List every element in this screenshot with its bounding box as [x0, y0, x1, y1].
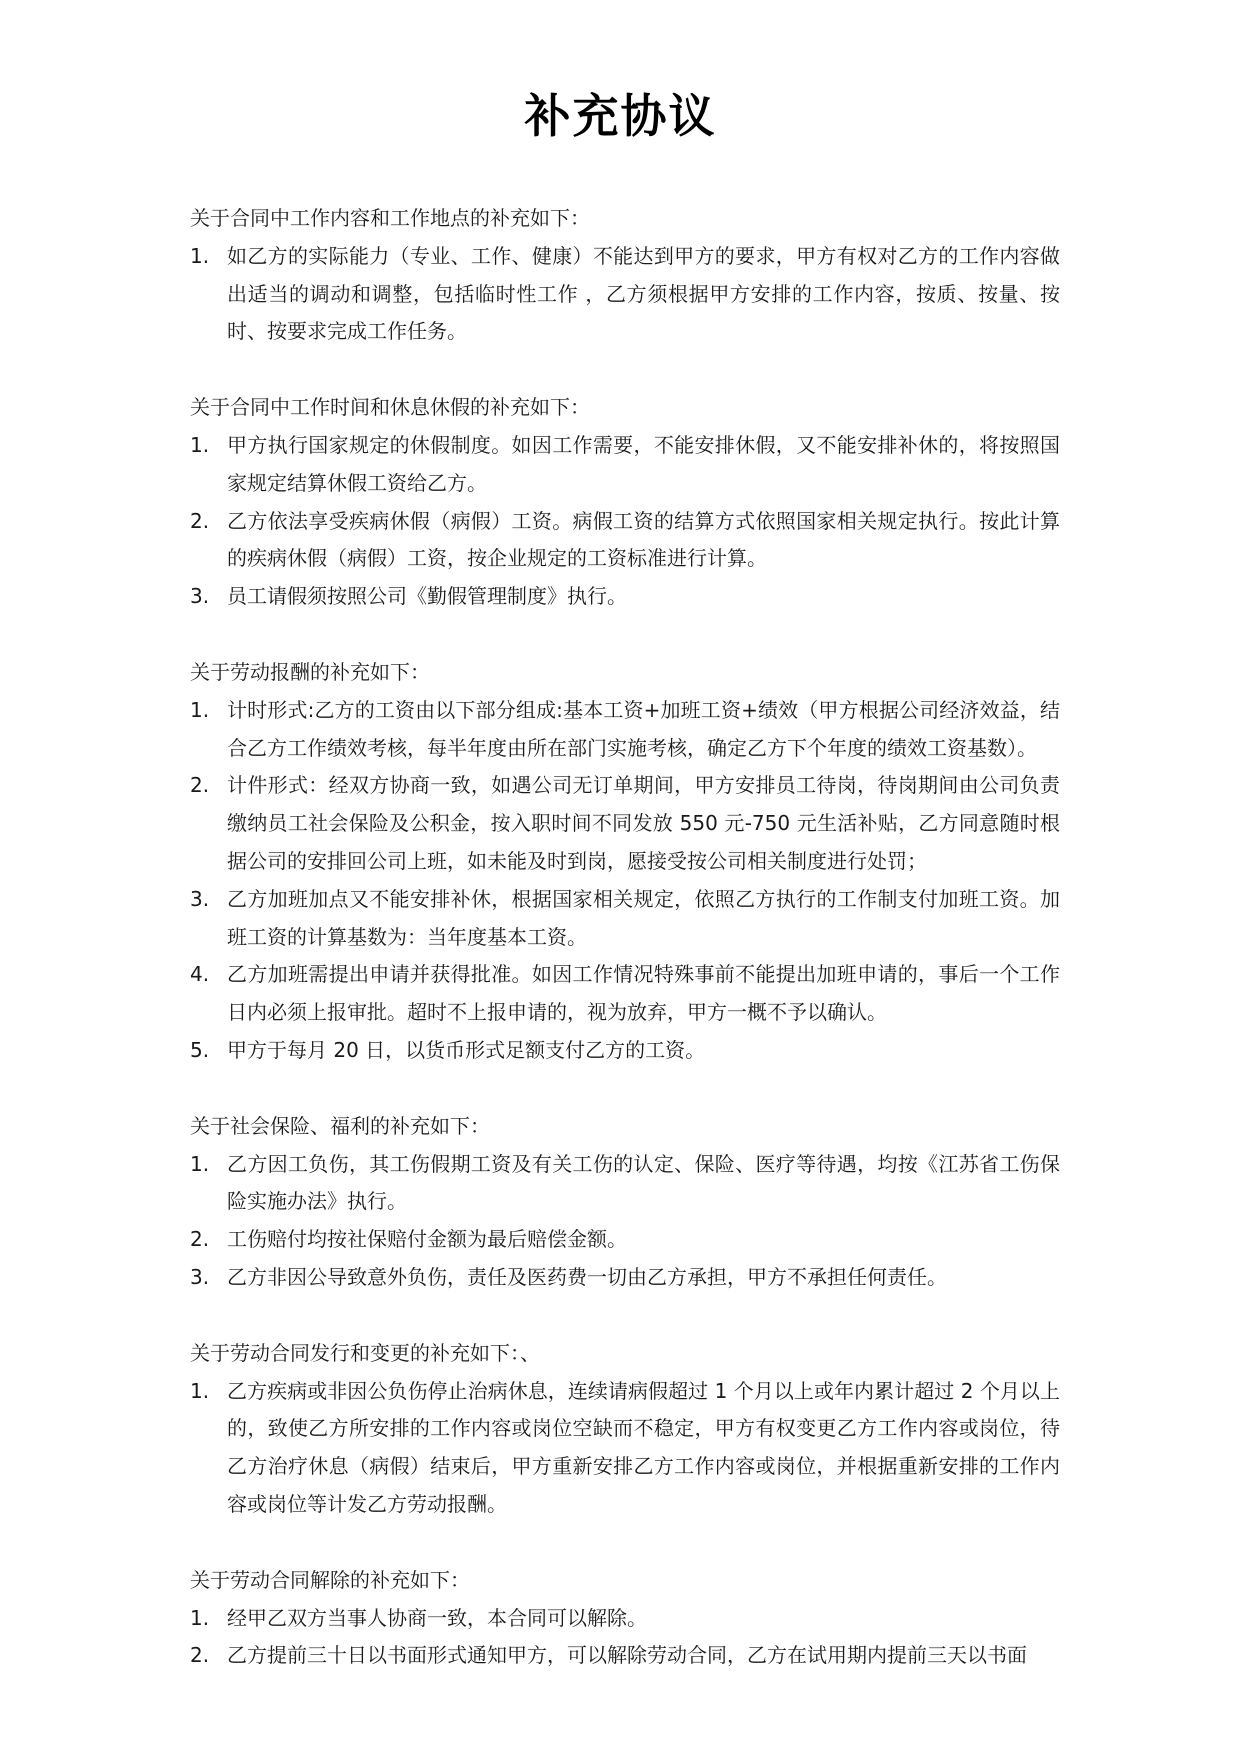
section-heading: 关于劳动报酬的补充如下： — [190, 659, 430, 684]
section-heading: 关于合同中工作时间和休息休假的补充如下： — [190, 395, 590, 420]
clause-text: 乙方加班需提出申请并获得批准。如因工作情况特殊事前不能提出加班申请的，事后一个工作日内必须上报审批。超时不上报申请的，视为放弃，甲方一概不予以确认。 — [227, 962, 1060, 1025]
clause-text: 计件形式：经双方协商一致，如遇公司无订单期间，甲方安排员工待岗，待岗期间由公司负责缴纳员工社会保险及公积金，按入职时间不同发放 550 元-750 元生活补贴，乙方同意随时根据公司的安排回公司上班，如未能及时到岗，愿接受按公司相关制度进行处罚； — [227, 773, 1060, 873]
section-heading: 关于社会保险、福利的补充如下： — [190, 1113, 490, 1138]
clause-text: 乙方非因公导致意外负伤，责任及医药费一切由乙方承担，甲方不承担任何责任。 — [227, 1264, 947, 1289]
clause-number: 1. — [190, 1605, 210, 1630]
clause-number: 3. — [190, 584, 210, 609]
clause-number: 2. — [190, 1643, 210, 1668]
clause-number: 2. — [190, 508, 210, 533]
clause-item — [190, 1637, 1060, 1675]
clause-item — [190, 692, 1060, 768]
clause-text: 乙方提前三十日以书面形式通知甲方，可以解除劳动合同，乙方在试用期内提前三天以书面 — [227, 1643, 1027, 1668]
clause-list — [190, 1373, 1060, 1524]
clause-list — [190, 238, 1060, 351]
clause-item — [190, 1221, 1060, 1259]
clause-text: 乙方加班加点又不能安排补休，根据国家相关规定，依照乙方执行的工作制支付加班工资。加班工资的计算基数为：当年度基本工资。 — [227, 886, 1060, 949]
section-social-insurance — [190, 1108, 1060, 1297]
clause-item — [190, 767, 1060, 880]
section-remuneration — [190, 654, 1060, 1070]
clause-text: 计时形式:乙方的工资由以下部分组成:基本工资+加班工资+绩效（甲方根据公司经济效益，结合乙方工作绩效考核，每半年度由所在部门实施考核，确定乙方下个年度的绩效工资基数）。 — [227, 697, 1060, 760]
clause-list — [190, 1146, 1060, 1297]
section-contract-termination — [190, 1562, 1060, 1675]
clause-number: 2. — [190, 773, 210, 798]
clause-number: 3. — [190, 886, 210, 911]
clause-item — [190, 1032, 1060, 1070]
clause-text: 甲方于每月 20 日，以货币形式足额支付乙方的工资。 — [227, 1037, 706, 1062]
clause-item — [190, 1146, 1060, 1222]
clause-list — [190, 427, 1060, 616]
clause-item — [190, 427, 1060, 503]
clause-item — [190, 1600, 1060, 1638]
document-body — [190, 200, 1060, 1713]
clause-number: 2. — [190, 1227, 210, 1252]
clause-text: 工伤赔付均按社保赔付金额为最后赔偿金额。 — [227, 1227, 627, 1252]
section-contract-change — [190, 1335, 1060, 1524]
clause-text: 乙方疾病或非因公负伤停止治病休息，连续请病假超过 1 个月以上或年内累计超过 2 个月以上的，致使乙方所安排的工作内容或岗位空缺而不稳定，甲方有权变更乙方工作内容或岗位，待乙方治疗休息（病假）结束后，甲方重新安排乙方工作内容或岗位，并根据重新安排的工作内容或岗位等计发乙方劳动报酬。 — [227, 1378, 1060, 1516]
clause-list — [190, 692, 1060, 1070]
clause-item — [190, 503, 1060, 579]
clause-item — [190, 1259, 1060, 1297]
clause-number: 4. — [190, 962, 210, 987]
clause-text: 经甲乙双方当事人协商一致，本合同可以解除。 — [227, 1605, 647, 1630]
clause-item — [190, 578, 1060, 616]
clause-list — [190, 1600, 1060, 1676]
document-title: 补充协议 — [524, 89, 717, 143]
section-heading: 关于劳动合同发行和变更的补充如下：、 — [190, 1340, 540, 1365]
clause-number: 3. — [190, 1264, 210, 1289]
section-heading: 关于合同中工作内容和工作地点的补充如下： — [190, 206, 590, 230]
section-work-content — [190, 200, 1060, 351]
clause-number: 1. — [190, 243, 210, 268]
clause-item — [190, 238, 1060, 351]
clause-number: 1. — [190, 1151, 210, 1176]
clause-text: 乙方因工负伤，其工伤假期工资及有关工伤的认定、保险、医疗等待遇，均按《江苏省工伤保险实施办法》执行。 — [227, 1151, 1060, 1214]
clause-item — [190, 1373, 1060, 1524]
section-work-time — [190, 389, 1060, 616]
clause-number: 5. — [190, 1037, 210, 1062]
section-heading: 关于劳动合同解除的补充如下： — [190, 1567, 470, 1592]
clause-text: 甲方执行国家规定的休假制度。如因工作需要，不能安排休假，又不能安排补休的，将按照国家规定结算休假工资给乙方。 — [227, 432, 1060, 495]
clause-number: 1. — [190, 697, 210, 722]
clause-item — [190, 956, 1060, 1032]
clause-text: 如乙方的实际能力（专业、工作、健康）不能达到甲方的要求，甲方有权对乙方的工作内容做出适当的调动和调整，包括临时性工作 ，乙方须根据甲方安排的工作内容，按质、按量、按时、按要求完成工作任务。 — [227, 243, 1060, 344]
clause-number: 1. — [190, 1378, 210, 1403]
clause-text: 乙方依法享受疾病休假（病假）工资。病假工资的结算方式依照国家相关规定执行。按此计算的疾病休假（病假）工资，按企业规定的工资标准进行计算。 — [227, 508, 1060, 571]
clause-item — [190, 881, 1060, 957]
clause-number: 1. — [190, 432, 210, 457]
clause-text: 员工请假须按照公司《勤假管理制度》执行。 — [227, 584, 627, 609]
